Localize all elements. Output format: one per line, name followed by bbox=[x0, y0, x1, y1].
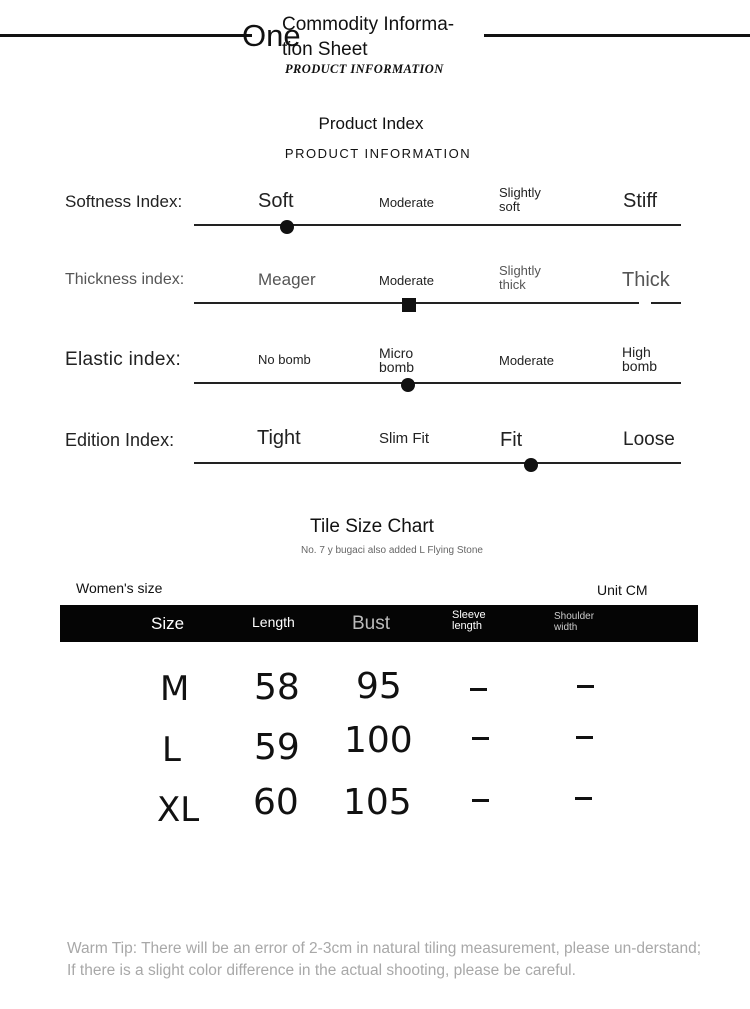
size-chart-title: Tile Size Chart bbox=[310, 516, 434, 537]
header-size: Size bbox=[151, 614, 185, 633]
index-option: Slightly soft bbox=[499, 185, 541, 214]
index-option: Micro bomb bbox=[379, 345, 415, 375]
cell-size: M bbox=[160, 669, 190, 709]
header-length: Length bbox=[252, 614, 295, 630]
size-table-header bbox=[60, 605, 698, 642]
index-scale-line bbox=[194, 224, 681, 226]
index-option: Meager bbox=[258, 270, 316, 289]
cell-length: 60 bbox=[253, 782, 299, 823]
cell-length: 58 bbox=[254, 667, 300, 708]
index-scale-line bbox=[194, 382, 681, 384]
header-bust: Bust bbox=[352, 613, 391, 634]
index-marker bbox=[524, 458, 538, 472]
index-option: Moderate bbox=[379, 273, 434, 288]
index-option: Slightly thick bbox=[499, 263, 541, 292]
index-option: No bomb bbox=[258, 352, 311, 367]
index-option: Tight bbox=[257, 427, 301, 449]
index-marker bbox=[401, 378, 415, 392]
cell-bust: 100 bbox=[344, 720, 413, 761]
index-option: Thick bbox=[622, 269, 670, 291]
index-marker bbox=[402, 298, 416, 312]
cell-sleeve bbox=[472, 799, 489, 802]
index-label: Elastic index: bbox=[65, 349, 182, 370]
size-unit: Unit CM bbox=[597, 582, 648, 598]
index-option: Soft bbox=[258, 190, 294, 212]
index-option: Moderate bbox=[379, 195, 434, 210]
index-scale-line bbox=[194, 462, 681, 464]
index-option: Slim Fit bbox=[379, 430, 429, 447]
index-option: Loose bbox=[623, 429, 675, 450]
header-brand: One bbox=[242, 18, 301, 53]
cell-size: L bbox=[162, 730, 181, 770]
warm-tip: Warm Tip: There will be an error of 2-3cm in natural tiling measurement, please un-derstand; If there is a slight color difference in the actual shooting, please be careful. bbox=[67, 940, 702, 979]
cell-sleeve bbox=[472, 737, 489, 740]
index-section-subtitle: PRODUCT INFORMATION bbox=[284, 146, 472, 161]
cell-shoulder bbox=[577, 685, 594, 688]
header-subtitle: PRODUCT INFORMATION bbox=[285, 62, 444, 76]
header-rule-right bbox=[484, 34, 750, 37]
header-title bbox=[282, 12, 492, 62]
index-label: Softness Index: bbox=[65, 192, 183, 211]
cell-shoulder bbox=[575, 797, 592, 800]
size-category: Women's size bbox=[76, 580, 163, 596]
index-marker bbox=[280, 220, 294, 234]
cell-shoulder bbox=[576, 736, 593, 739]
index-option: Stiff bbox=[623, 190, 658, 212]
header-rule-left bbox=[0, 34, 252, 37]
header-title-line2: tion Sheet bbox=[282, 39, 368, 60]
index-option: Moderate bbox=[499, 353, 554, 368]
header-title-line1: Commodity Informa- bbox=[282, 14, 455, 35]
cell-bust: 95 bbox=[356, 666, 402, 707]
header-shoulder: Shoulder width bbox=[554, 611, 595, 633]
cell-size: XL bbox=[157, 790, 200, 830]
index-label: Thickness index: bbox=[65, 271, 185, 288]
index-section-title: Product Index bbox=[318, 114, 424, 133]
index-scale-line bbox=[194, 302, 639, 304]
cell-length: 59 bbox=[254, 727, 300, 768]
index-label: Edition Index: bbox=[65, 430, 175, 450]
index-option: High bomb bbox=[622, 344, 658, 374]
index-scale-line-end bbox=[651, 302, 681, 304]
size-chart-note: No. 7 y bugaci also added L Flying Stone bbox=[301, 545, 483, 556]
cell-bust: 105 bbox=[343, 782, 412, 823]
index-option: Fit bbox=[500, 429, 523, 451]
header-sleeve: Sleeve length bbox=[452, 609, 486, 632]
cell-sleeve bbox=[470, 688, 487, 691]
